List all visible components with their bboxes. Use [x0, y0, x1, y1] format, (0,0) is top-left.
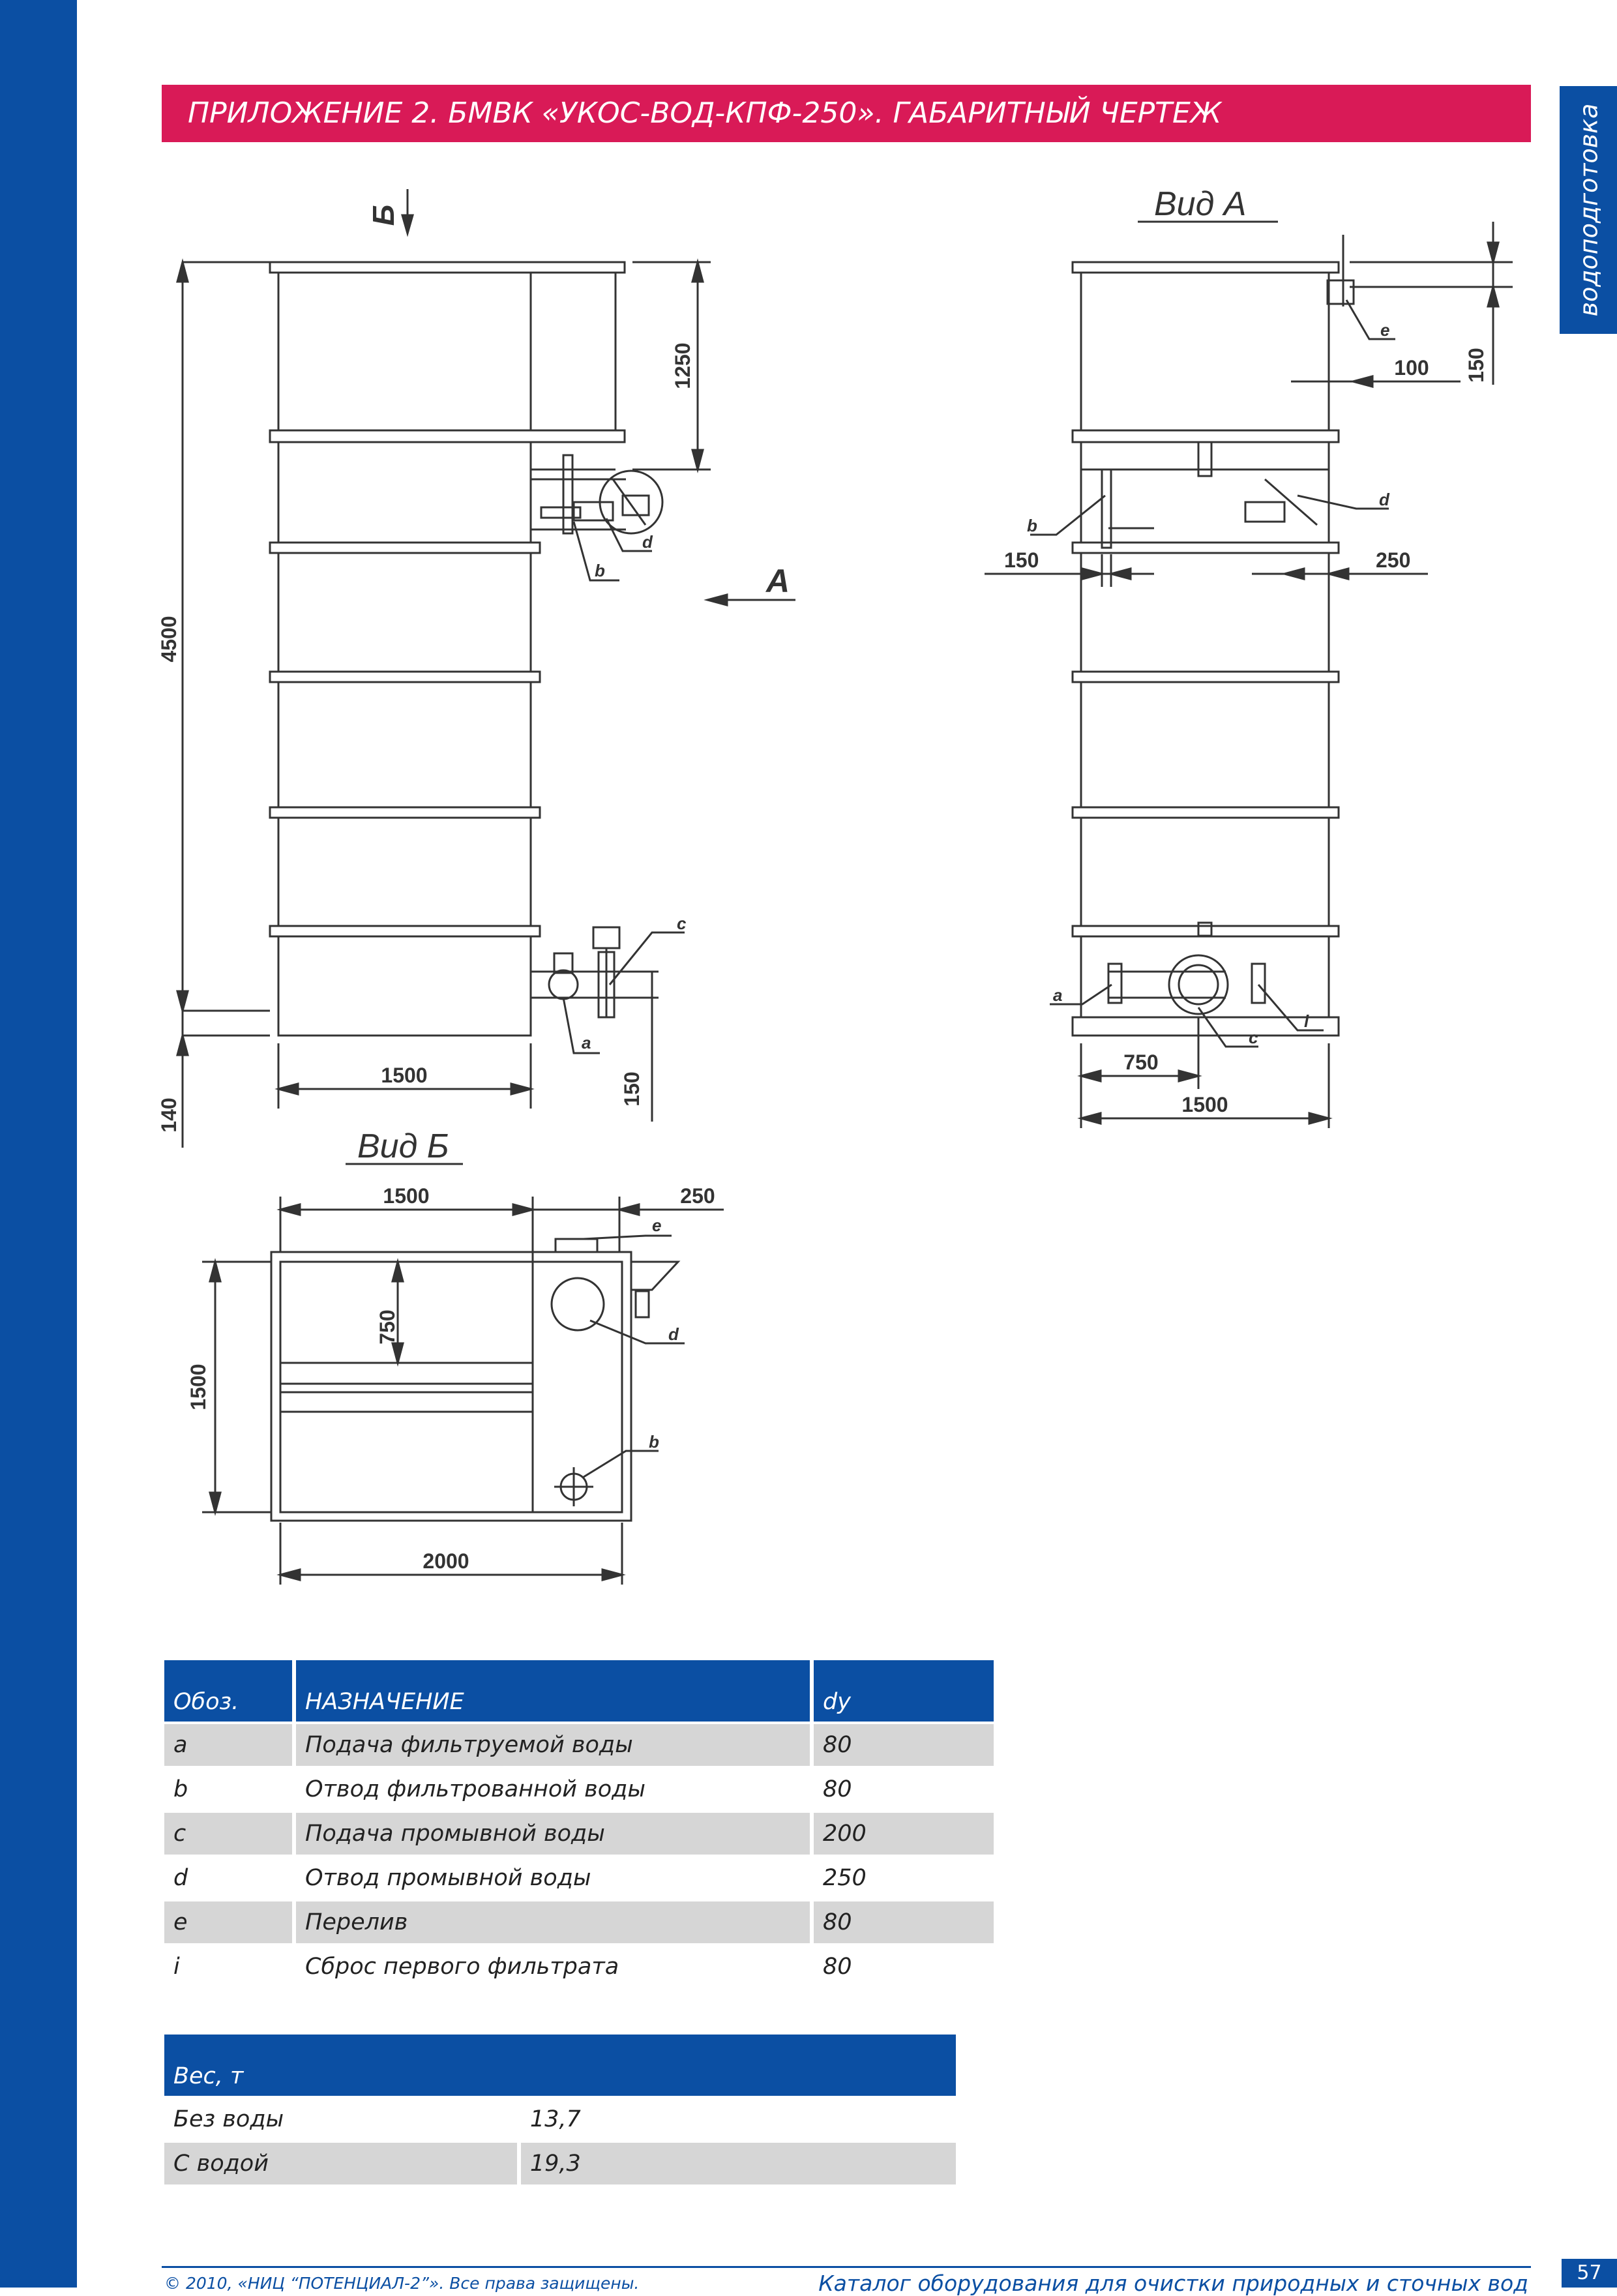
- cell-purpose: Подача фильтруемой воды: [296, 1724, 810, 1766]
- cell-purpose: Отвод промывной воды: [305, 1865, 591, 1891]
- table-row: [164, 1946, 994, 1988]
- mark-a-c: c: [1249, 1028, 1258, 1047]
- dim-a-e-offset: 100: [1394, 356, 1429, 380]
- cell-dy: 250: [823, 1865, 867, 1891]
- table-row: [164, 1724, 994, 1766]
- cell-purpose: Сброс первого фильтрата: [305, 1954, 619, 1980]
- cell-dy: 80: [823, 1954, 852, 1980]
- cell-weight-value: 13,7: [529, 2106, 581, 2132]
- dim-a-top: 150: [1464, 348, 1488, 383]
- footer-divider: [162, 2266, 1531, 2268]
- dim-b-half: 750: [376, 1309, 399, 1345]
- view-a: [985, 185, 1513, 1128]
- footer-catalog-title: Каталог оборудования для очистки природных и сточных вод: [818, 2271, 1528, 2296]
- cell-designation: e: [164, 1901, 292, 1943]
- dim-front-width: 1500: [381, 1064, 428, 1087]
- front-view: [157, 189, 795, 1148]
- dim-front-top-offset: 1250: [671, 342, 694, 389]
- cell-designation: i: [173, 1954, 180, 1980]
- col-header-purpose: НАЗНАЧЕНИЕ: [296, 1660, 810, 1722]
- dim-b-total-width: 2000: [423, 1549, 469, 1573]
- table-row: [164, 2143, 956, 2184]
- dim-b-depth: 1500: [186, 1364, 210, 1410]
- view-b-label: Вид Б: [357, 1127, 449, 1165]
- mark-a-d: d: [1379, 490, 1389, 509]
- cell-purpose: Отвод фильтрованной воды: [305, 1776, 645, 1802]
- mark-b-e: e: [652, 1215, 662, 1235]
- section-tab-label: водоподготовка: [1574, 103, 1603, 317]
- mark-a-a: a: [1053, 985, 1063, 1005]
- page-number: 57: [1562, 2259, 1617, 2288]
- dim-a-width: 1500: [1181, 1093, 1228, 1116]
- weight-table: [160, 2032, 960, 2187]
- cell-weight-value: 19,3: [521, 2143, 956, 2184]
- col-header-designation: Обоз.: [164, 1660, 292, 1722]
- connections-table: [160, 1658, 998, 1990]
- mark-front-d: d: [642, 532, 653, 552]
- dim-front-base: 140: [157, 1097, 181, 1133]
- table-row: [164, 1901, 994, 1943]
- mark-a-i: i: [1304, 1011, 1309, 1031]
- front-tank-body: [278, 267, 531, 1036]
- cell-designation: d: [173, 1865, 188, 1891]
- table-row: [164, 1768, 994, 1810]
- mark-front-c: c: [677, 914, 687, 933]
- dim-a-d-offset: 250: [1376, 548, 1411, 572]
- mark-front-b: b: [595, 561, 605, 580]
- cell-purpose: Перелив: [296, 1901, 810, 1943]
- section-mark-b: Б: [366, 204, 400, 226]
- mark-b-d: d: [668, 1324, 679, 1344]
- dim-a-c-offset: 750: [1123, 1051, 1159, 1074]
- dim-front-pipe-offset: 150: [620, 1071, 644, 1107]
- mark-front-a: a: [582, 1033, 591, 1052]
- dim-b-width-right: 250: [680, 1184, 715, 1208]
- table-row: [164, 1813, 994, 1855]
- cell-designation: b: [173, 1776, 188, 1802]
- dim-front-height: 4500: [157, 616, 181, 663]
- mark-a-b: b: [1027, 516, 1037, 535]
- cell-dy: 80: [814, 1724, 994, 1766]
- cell-designation: a: [164, 1724, 292, 1766]
- cell-weight-label: Без воды: [173, 2106, 284, 2132]
- page-title: ПРИЛОЖЕНИЕ 2. БМВК «УКОС-ВОД-КПФ-250». ГАБАРИТНЫЙ ЧЕРТЕЖ: [162, 85, 1531, 142]
- view-a-label: Вид А: [1154, 185, 1247, 223]
- cell-purpose: Подача промывной воды: [296, 1813, 810, 1855]
- dim-a-b-offset: 150: [1004, 548, 1039, 572]
- table-row: [164, 2098, 956, 2140]
- view-b: [186, 1127, 724, 1585]
- dim-b-width-left: 1500: [383, 1184, 430, 1208]
- table-row: [164, 1857, 994, 1899]
- cell-designation: c: [164, 1813, 292, 1855]
- mark-a-e: e: [1380, 320, 1390, 340]
- mark-b-b: b: [649, 1432, 659, 1452]
- col-header-dy: dy: [814, 1660, 994, 1722]
- footer-copyright: © 2010, «НИЦ “ПОТЕНЦИАЛ-2”». Все права защищены.: [164, 2274, 640, 2293]
- cell-dy: 80: [814, 1901, 994, 1943]
- cell-dy: 200: [814, 1813, 994, 1855]
- section-mark-a: А: [766, 563, 790, 599]
- weight-header: Вес, т: [164, 2035, 956, 2096]
- cell-dy: 80: [823, 1776, 852, 1802]
- cell-weight-label: С водой: [164, 2143, 517, 2184]
